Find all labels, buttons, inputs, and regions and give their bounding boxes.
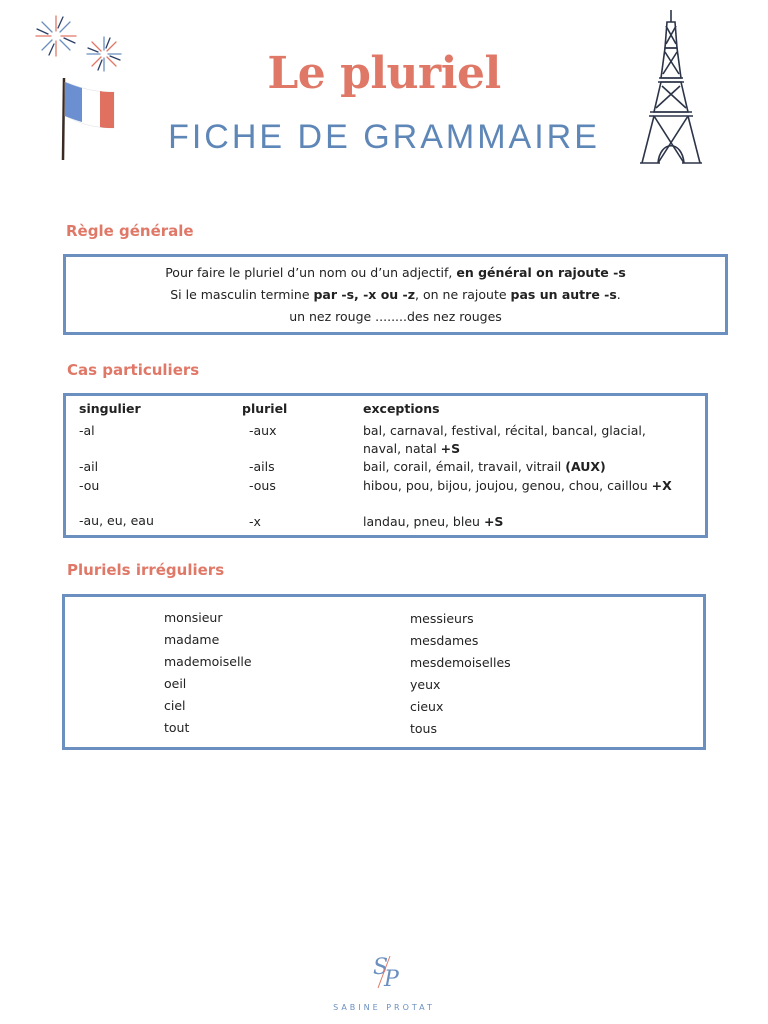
svg-text:S: S bbox=[373, 955, 389, 980]
rule-bold: par -s, -x ou -z bbox=[313, 287, 416, 302]
rule-line-2 bbox=[66, 287, 725, 302]
rule-bold: en général on rajoute -s bbox=[456, 265, 626, 280]
irreguliers-box bbox=[62, 594, 706, 750]
rule-text: , on ne rajoute bbox=[415, 287, 511, 302]
table-row-exceptions-cont bbox=[363, 441, 460, 456]
table-row-exceptions bbox=[363, 478, 672, 493]
table-row-pluriel: -ails bbox=[249, 459, 275, 474]
table-row-pluriel: -aux bbox=[249, 423, 277, 438]
list-item-pluriel: mesdemoiselles bbox=[410, 655, 511, 670]
table-row-singulier: -ou bbox=[79, 478, 100, 493]
table-row-exceptions: bal, carnaval, festival, récital, bancal, glacial, bbox=[363, 423, 646, 438]
section-heading-cas: Cas particuliers bbox=[67, 361, 200, 379]
list-item-pluriel: yeux bbox=[410, 677, 441, 692]
rule-text: . bbox=[616, 287, 621, 302]
table-row-pluriel: -x bbox=[249, 514, 261, 529]
exception-bold: +S bbox=[440, 441, 461, 456]
exception-text: hibou, pou, bijou, joujou, genou, chou, caillou bbox=[363, 478, 652, 493]
brand-name: SABINE PROTAT bbox=[333, 1003, 435, 1012]
svg-text:P: P bbox=[384, 967, 399, 992]
rule-bold: pas un autre -s bbox=[510, 287, 617, 302]
list-item-singulier: monsieur bbox=[164, 610, 223, 625]
exception-bold: +X bbox=[651, 478, 672, 493]
list-item-pluriel: cieux bbox=[410, 699, 444, 714]
list-item-singulier: ciel bbox=[164, 698, 186, 713]
section-heading-irreguliers: Pluriels irréguliers bbox=[67, 561, 225, 579]
table-row-singulier: -al bbox=[79, 423, 95, 438]
list-item-pluriel: tous bbox=[410, 721, 437, 736]
list-item-pluriel: messieurs bbox=[410, 611, 474, 626]
table-row-exceptions bbox=[363, 459, 606, 474]
exception-bold: (AUX) bbox=[565, 459, 606, 474]
rule-line-1 bbox=[66, 265, 725, 280]
list-item-singulier: tout bbox=[164, 720, 190, 735]
page-title: Le pluriel bbox=[267, 48, 501, 99]
exception-text: naval, natal bbox=[363, 441, 441, 456]
exception-bold: +S bbox=[483, 514, 504, 529]
column-header-singulier: singulier bbox=[79, 401, 141, 416]
rule-example: un nez rouge ........des nez rouges bbox=[289, 309, 502, 324]
exception-text: landau, pneu, bleu bbox=[363, 514, 484, 529]
rule-text: Si le masculin termine bbox=[170, 287, 314, 302]
table-row-singulier: -ail bbox=[79, 459, 99, 474]
table-row-singulier: -au, eu, eau bbox=[79, 513, 154, 528]
list-item-singulier: mademoiselle bbox=[164, 654, 252, 669]
table-row-pluriel: -ous bbox=[249, 478, 276, 493]
column-header-pluriel: pluriel bbox=[242, 401, 288, 416]
column-header-exceptions: exceptions bbox=[363, 401, 440, 416]
list-item-singulier: oeil bbox=[164, 676, 187, 691]
rule-text: Pour faire le pluriel d’un nom ou d’un adjectif, bbox=[165, 265, 457, 280]
list-item-singulier: madame bbox=[164, 632, 220, 647]
page-subtitle: FICHE DE GRAMMAIRE bbox=[168, 118, 600, 156]
section-heading-regle: Règle générale bbox=[66, 222, 194, 240]
cas-table bbox=[63, 393, 708, 538]
table-row-exceptions bbox=[363, 514, 503, 529]
exception-text: bail, corail, émail, travail, vitrail bbox=[363, 459, 566, 474]
sp-logo-icon bbox=[360, 948, 408, 994]
rule-box bbox=[63, 254, 728, 335]
list-item-pluriel: mesdames bbox=[410, 633, 479, 648]
